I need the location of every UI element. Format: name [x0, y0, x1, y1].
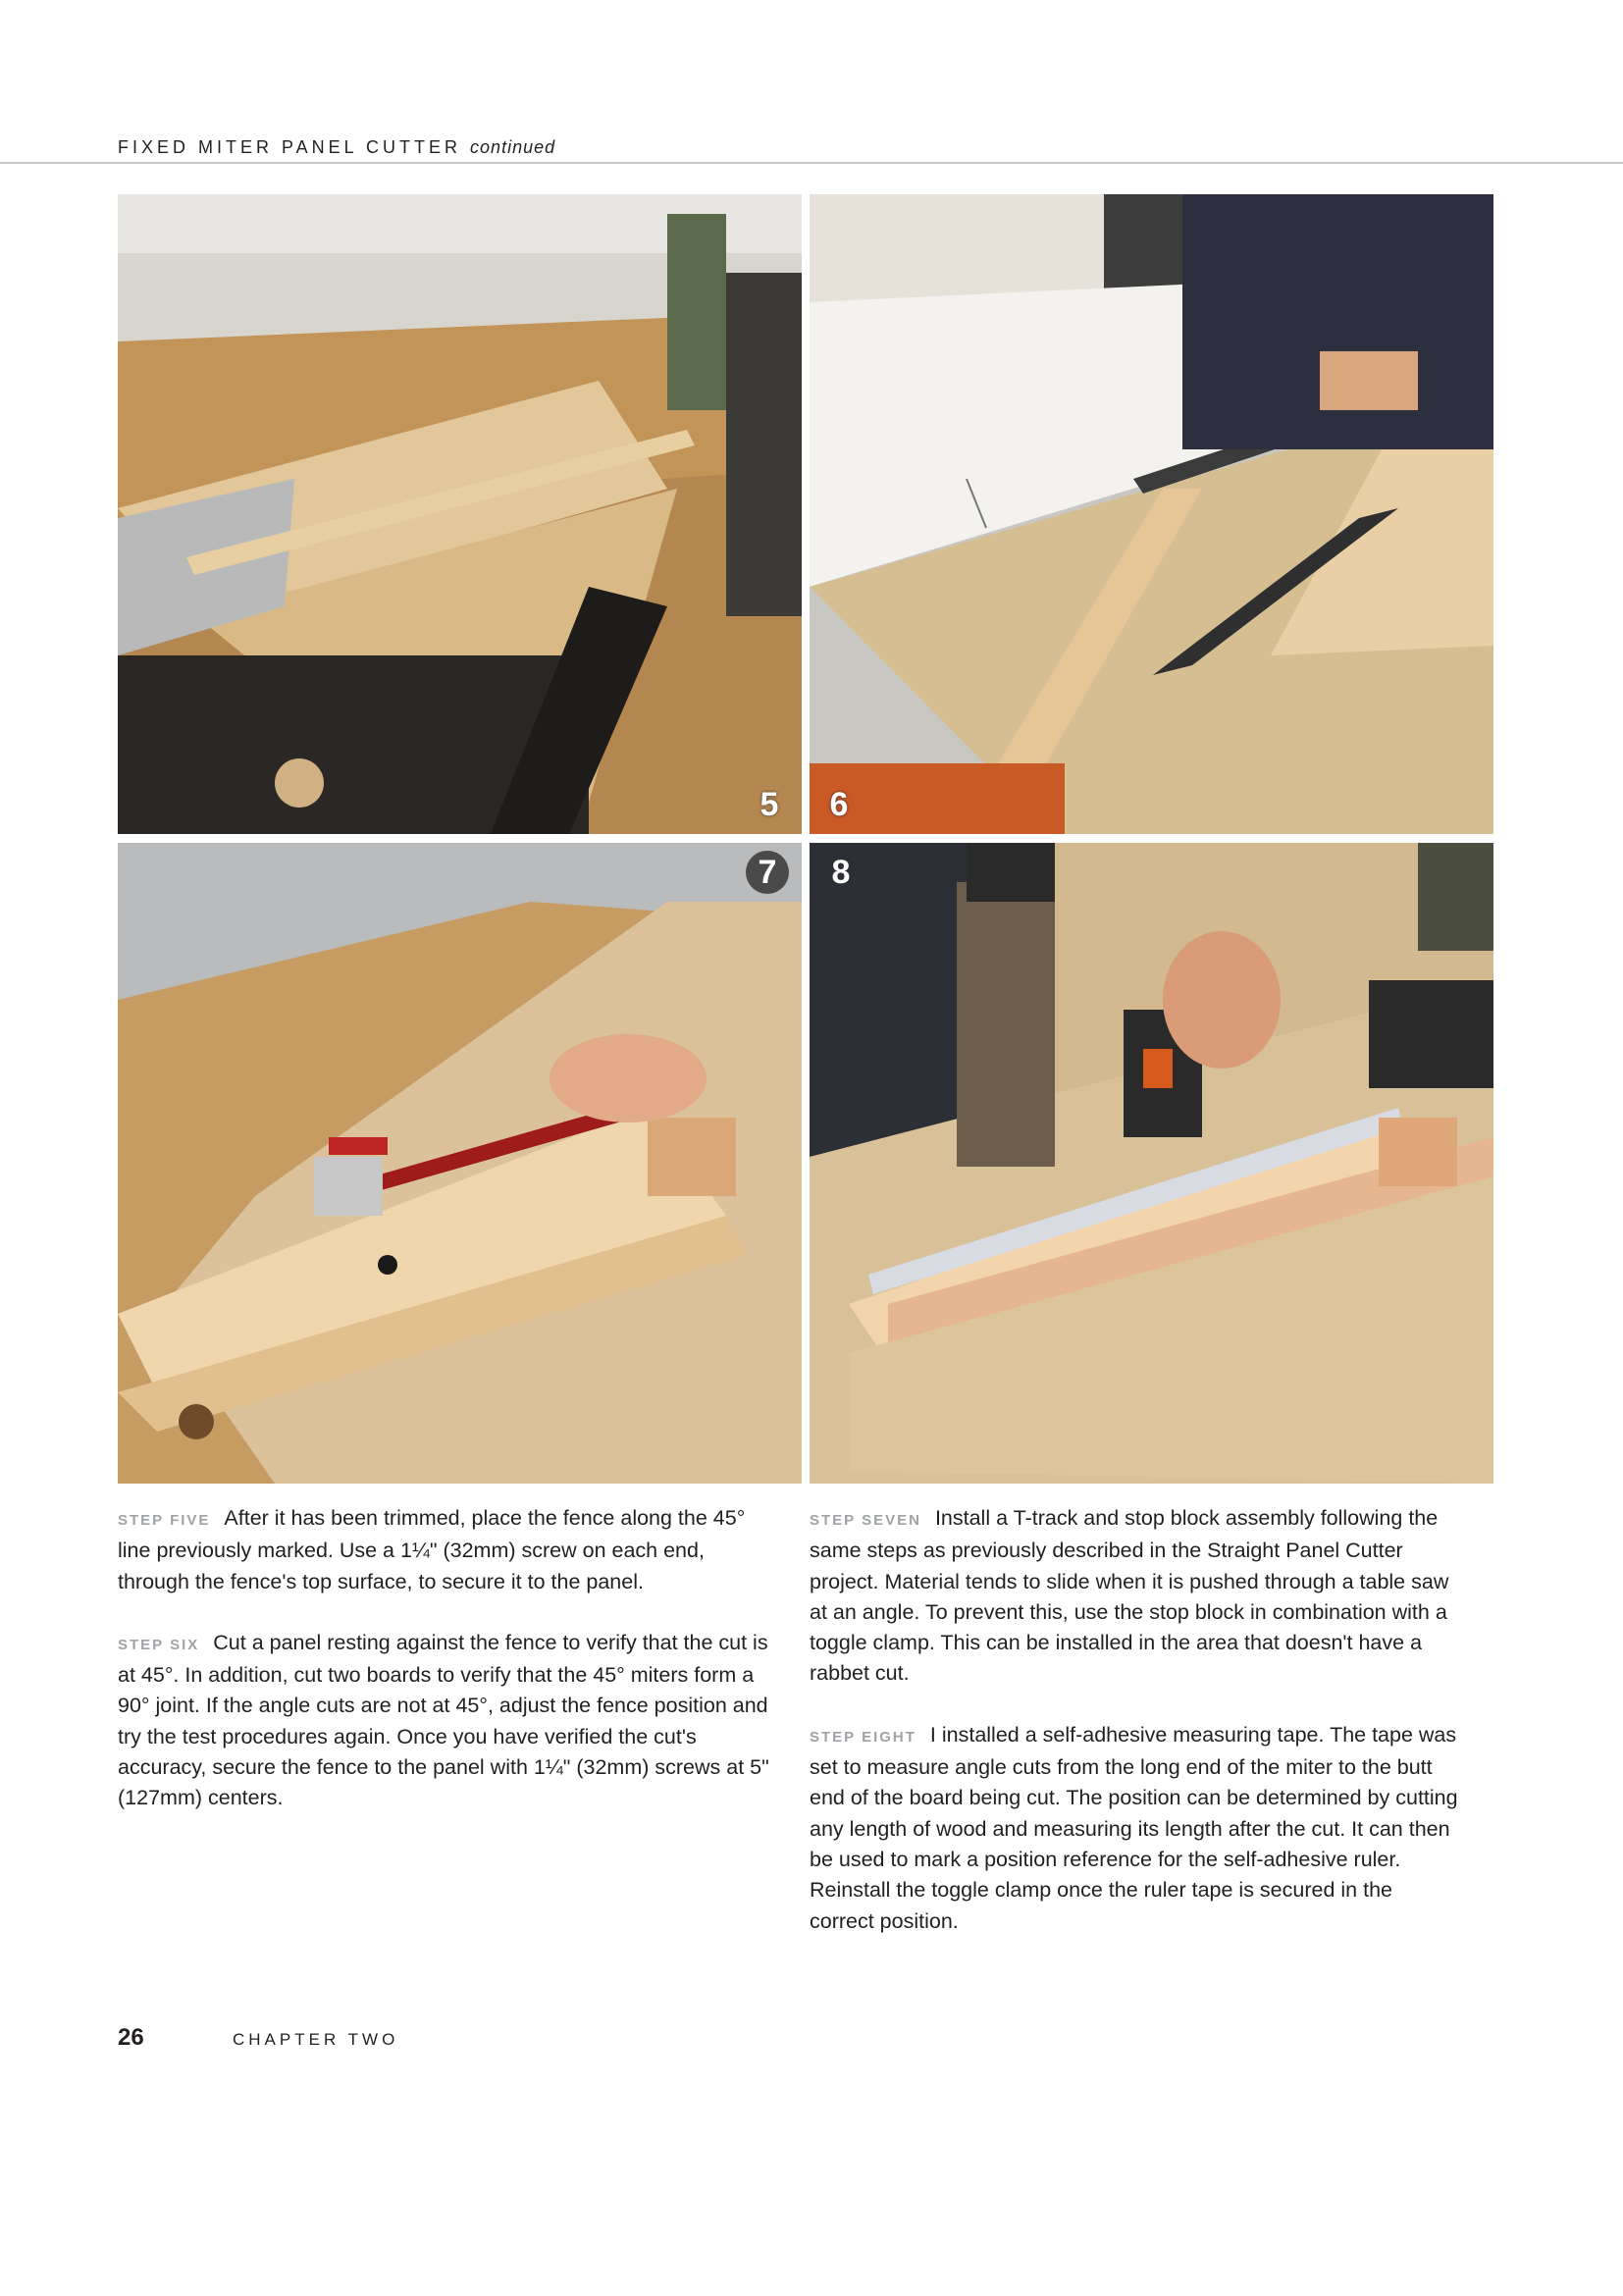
photo-step-five-illustration — [118, 194, 802, 834]
text-column-right — [810, 1503, 1462, 1967]
photo-step-seven-illustration — [118, 843, 802, 1484]
step-seven-paragraph — [810, 1503, 1462, 1690]
step-five-label: STEP FIVE — [118, 1512, 211, 1529]
photo-step-eight — [810, 843, 1493, 1484]
step-five-paragraph — [118, 1503, 770, 1597]
page-number: 26 — [118, 2024, 144, 2051]
header-continued: continued — [470, 137, 556, 157]
step-five-text: After it has been trimmed, place the fence along the 45° line previously marked. Use a 1¼" (32mm) screw on each end, through the fence's top surface, to secure it to the panel. — [118, 1506, 746, 1593]
step-seven-text: Install a T-track and stop block assembly following the same steps as previously described in the Straight Panel Cutter project. Material tends to slide when it is pushed through a table saw at an angle. To prevent this, use the stop block in combination with a toggle clamp. This can be installed in the area that doesn't have a rabbet cut. — [810, 1506, 1449, 1686]
step-seven-label: STEP SEVEN — [810, 1512, 921, 1529]
step-six-paragraph — [118, 1628, 770, 1814]
photo-badge-8: 8 — [831, 854, 851, 891]
photo-step-six — [810, 194, 1493, 834]
chapter-label: CHAPTER TWO — [233, 2030, 399, 2049]
photo-badge-5: 5 — [759, 786, 779, 823]
step-six-label: STEP SIX — [118, 1636, 200, 1653]
header-rule — [0, 162, 1623, 164]
photo-step-five — [118, 194, 802, 834]
photo-badge-6: 6 — [829, 786, 849, 823]
text-column-left — [118, 1503, 770, 1845]
photo-step-six-illustration — [810, 194, 1493, 834]
photo-step-eight-illustration — [810, 843, 1493, 1484]
header-title: FIXED MITER PANEL CUTTER — [118, 137, 462, 157]
photo-badge-7: 7 — [746, 851, 789, 894]
step-six-text: Cut a panel resting against the fence to verify that the cut is at 45°. In addition, cut two boards to verify that the 45° miters form a 90° joint. If the angle cuts are not at 45°, adjust the fence position and try the test procedures again. Once you have verified the cut's accuracy, secure the fence to the panel with 1¼" (32mm) screws at 5" (127mm) centers. — [118, 1630, 769, 1810]
running-header — [118, 137, 555, 158]
step-eight-text: I installed a self-adhesive measuring tape. The tape was set to measure angle cuts from the long end of the miter to the butt end of the board being cut. The position can be determined by cutting any length of wood and measuring its length after the cut. It can then be used to mark a position reference for the self-adhesive ruler. Reinstall the toggle clamp once the ruler tape is secured in the correct position. — [810, 1722, 1458, 1933]
step-eight-paragraph — [810, 1720, 1462, 1937]
step-eight-label: STEP EIGHT — [810, 1728, 916, 1746]
photo-step-seven — [118, 843, 802, 1484]
